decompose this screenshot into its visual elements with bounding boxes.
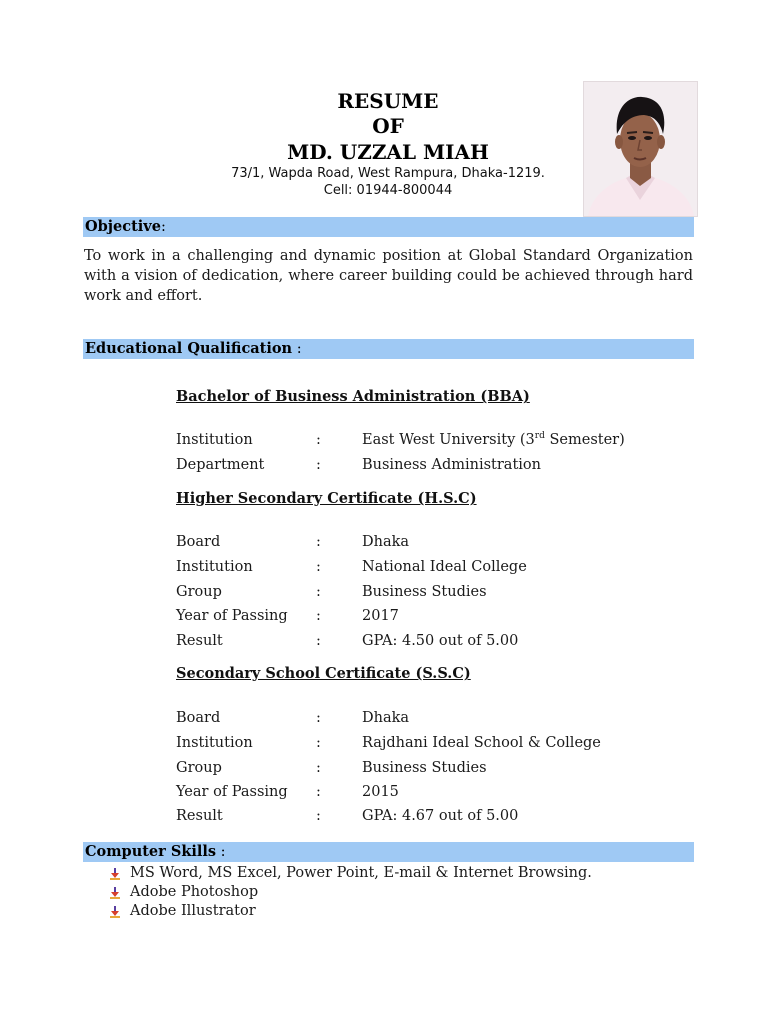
row-label: Result (176, 633, 223, 649)
row-separator: : (316, 432, 321, 448)
ssc-institution-row (176, 732, 676, 754)
row-value: Business Studies (362, 584, 487, 600)
objective-heading-colon: : (160, 219, 166, 235)
education-heading: Educational Qualification (85, 340, 293, 357)
skills-heading-colon: : (216, 844, 226, 860)
bba-department-row (176, 454, 676, 476)
ssc-result-row (176, 805, 676, 827)
profile-photo (583, 81, 698, 217)
cell-number: Cell: 01944-800044 (323, 183, 453, 198)
ssc-board-row (176, 707, 676, 729)
row-separator: : (316, 584, 321, 600)
row-label: Result (176, 808, 223, 824)
resume-page: RESUME OF MD. UZZAL MIAH 73/1, Wapda Road, West Rampura, Dhaka-1219. Cell: 01944-800044 Objective: To work in a challenging and dynamic position at Global Standard Organization with a vision of dedication, where career building could be achieved through hard work and effort. Educational Qualification : Bachelor of Business Administration (BBA) Institution : East West University (3rd Semester) Department : Business Administration Higher Secondary Certificate (H.S.C) Board : Dhaka Institution : National Ideal College Group : Business Studies Year of Passing : 2017 Result : GPA: 4.50 out of 5.00 Secondary School Certificate (S.S.C) Board : Dhaka Institution : Rajdhani Ideal School & College Group : Business Studies Year of Passing : 2015 Result : GPA: 4.67 out of 5.00 Computer Skills : MS Word, MS Excel, Power Point, E-mail & Internet Browsing. Adobe Photoshop Adobe Illustrator (0, 0, 768, 1024)
row-value: 2015 (362, 784, 399, 800)
row-value: National Ideal College (362, 559, 527, 575)
row-separator: : (316, 760, 321, 776)
row-separator: : (316, 784, 321, 800)
ssc-year-row (176, 781, 676, 803)
hsc-year-row (176, 605, 676, 627)
row-separator: : (316, 457, 321, 473)
skills-heading: Computer Skills (85, 843, 217, 860)
portrait-image (584, 82, 697, 216)
arrow-bullet-icon (108, 886, 122, 900)
resume-title: RESUME (337, 89, 439, 113)
hsc-institution-row (176, 556, 676, 578)
row-value: East West University (3rd Semester) (362, 431, 625, 448)
row-value: Dhaka (362, 710, 410, 726)
objective-text: To work in a challenging and dynamic position at Global Standard Organization with a vision of dedication, where career building could be achieved through hard work and effort. (84, 248, 693, 304)
row-label: Institution (176, 432, 253, 448)
row-label: Board (176, 710, 221, 726)
row-label: Institution (176, 559, 253, 575)
row-label: Group (176, 584, 222, 600)
row-value: Rajdhani Ideal School & College (362, 735, 601, 751)
address: 73/1, Wapda Road, West Rampura, Dhaka-1219. (231, 166, 545, 181)
row-value: GPA: 4.67 out of 5.00 (362, 808, 519, 824)
candidate-name: MD. UZZAL MIAH (287, 140, 489, 164)
arrow-bullet-icon (108, 905, 122, 919)
row-separator: : (316, 534, 321, 550)
row-value: Business Studies (362, 760, 487, 776)
row-separator: : (316, 608, 321, 624)
hsc-group-row (176, 581, 676, 603)
skills-section-header (83, 842, 694, 862)
bba-heading: Bachelor of Business Administration (BBA) (176, 388, 530, 405)
hsc-heading: Higher Secondary Certificate (H.S.C) (176, 490, 477, 507)
education-section-header (83, 339, 694, 359)
row-value: GPA: 4.50 out of 5.00 (362, 633, 519, 649)
bba-institution-row (176, 429, 676, 451)
row-separator: : (316, 633, 321, 649)
hsc-result-row (176, 630, 676, 652)
education-heading-colon: : (292, 341, 302, 357)
row-separator: : (316, 808, 321, 824)
arrow-bullet-icon (108, 867, 122, 881)
row-value: Dhaka (362, 534, 410, 550)
resume-title-of: OF (372, 114, 404, 138)
row-value: Business Administration (362, 457, 541, 473)
row-value: 2017 (362, 608, 399, 624)
hsc-board-row (176, 531, 676, 553)
row-separator: : (316, 735, 321, 751)
row-label: Year of Passing (176, 608, 288, 624)
row-label: Board (176, 534, 221, 550)
row-separator: : (316, 559, 321, 575)
row-label: Group (176, 760, 222, 776)
row-label: Department (176, 457, 265, 473)
row-separator: : (316, 710, 321, 726)
objective-section-header (83, 217, 694, 237)
ssc-group-row (176, 757, 676, 779)
row-label: Institution (176, 735, 253, 751)
row-label: Year of Passing (176, 784, 288, 800)
objective-heading: Objective (85, 218, 161, 235)
ssc-heading: Secondary School Certificate (S.S.C) (176, 665, 471, 682)
